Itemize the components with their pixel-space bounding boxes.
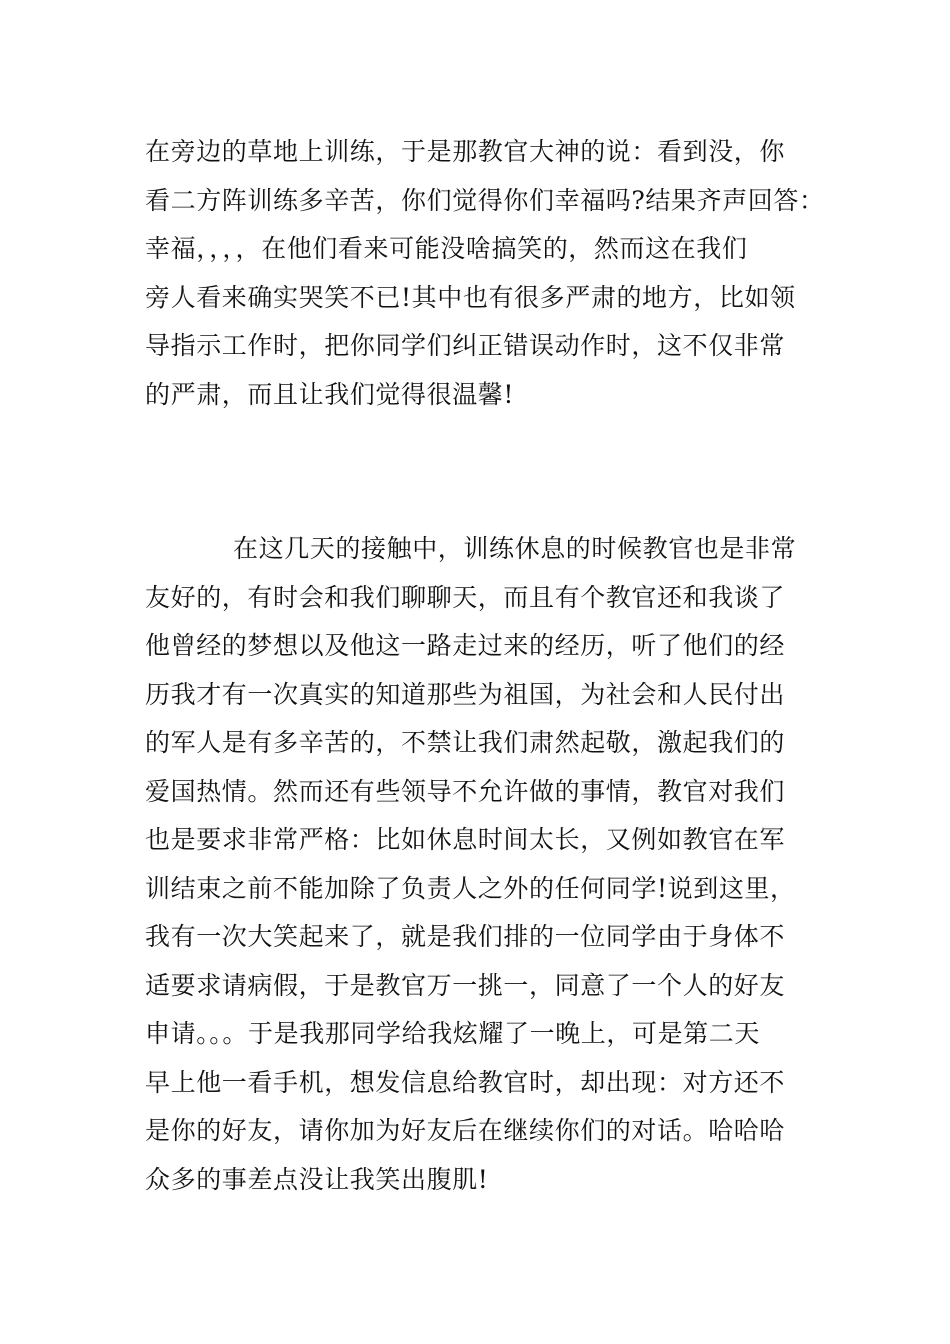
paragraph-line: 的严肃，而且让我们觉得很温馨! (145, 379, 515, 409)
paragraph-line: 的军人是有多辛苦的，不禁让我们肃然起敬，激起我们的 (145, 728, 786, 757)
paragraph-line: 适要求请病假，于是教官万一挑一，同意了一个人的好友 (145, 970, 786, 1000)
paragraph-line: 是你的好友，请你加为好友后在继续你们的对话。哈哈哈 (145, 1116, 786, 1145)
paragraph-line: 历我才有一次真实的知道那些为祖国，为社会和人民付出 (145, 679, 786, 709)
paragraph-line: 早上他一看手机，想发信息给教官时，却出现：对方还不 (145, 1067, 786, 1097)
paragraph-line: 爱国热情。然而还有些领导不允许做的事情，教官对我们 (145, 776, 786, 806)
paragraph-line: 训结束之前不能加除了负责人之外的任何同学!说到这里， (145, 873, 796, 903)
paragraph-line: 也是要求非常严格：比如休息时间太长，又例如教官在军 (145, 825, 786, 854)
paragraph-1 (145, 128, 825, 419)
paragraph-line: 在这几天的接触中，训练休息的时候教官也是非常 (233, 534, 797, 563)
paragraph-2 (145, 525, 815, 1204)
paragraph-line: 导指示工作时，把你同学们纠正错误动作时，这不仅非常 (145, 331, 786, 360)
paragraph-line: 旁人看来确实哭笑不已!其中也有很多严肃的地方，比如领 (145, 282, 796, 312)
paragraph-line: 申请。。。于是我那同学给我炫耀了一晚上，可是第二天 (145, 1019, 761, 1048)
paragraph-line: 友好的，有时会和我们聊聊天，而且有个教官还和我谈了 (145, 582, 786, 612)
paragraph-line: 幸福，，，，在他们看来可能没啥搞笑的，然而这在我们 (145, 234, 748, 263)
paragraph-line: 众多的事差点没让我笑出腹肌! (145, 1164, 489, 1194)
paragraph-line: 看二方阵训练多辛苦，你们觉得你们幸福吗?结果齐声回答： (145, 185, 825, 215)
paragraph-line: 在旁边的草地上训练，于是那教官大神的说：看到没，你 (145, 137, 786, 166)
paragraph-line: 我有一次大笑起来了，就是我们排的一位同学由于身体不 (145, 922, 786, 951)
paragraph-line: 他曾经的梦想以及他这一路走过来的经历，听了他们的经 (145, 631, 786, 660)
